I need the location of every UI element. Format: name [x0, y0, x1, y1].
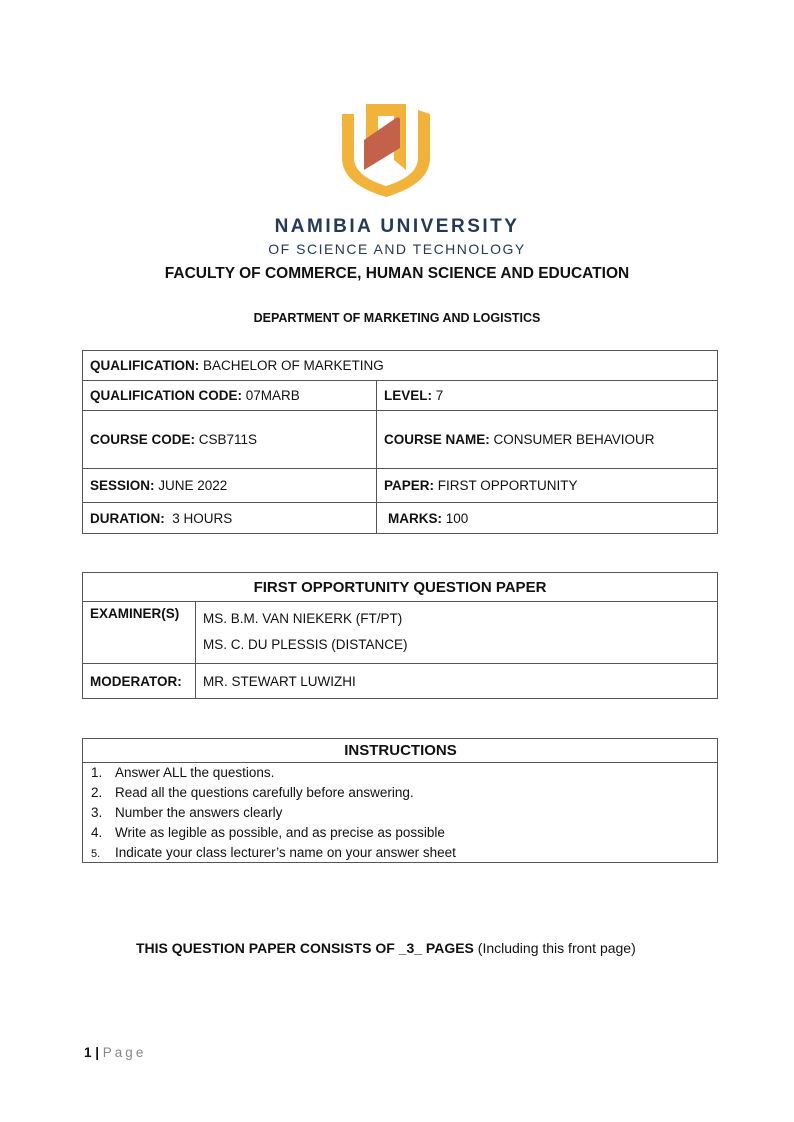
examiners-table-title: FIRST OPPORTUNITY QUESTION PAPER	[83, 573, 718, 602]
department-title: DEPARTMENT OF MARKETING AND LOGISTICS	[253, 311, 541, 325]
course-details-table	[82, 350, 718, 534]
instruction-item: 5. Indicate your class lecturer’s name on your answer sheet	[83, 843, 718, 863]
university-name: NAMIBIA UNIVERSITY	[274, 216, 520, 237]
instructions-title: INSTRUCTIONS	[83, 739, 718, 763]
level-cell: LEVEL: 7	[377, 381, 718, 411]
instruction-item: 4. Write as legible as possible, and as precise as possible	[83, 823, 718, 843]
faculty-title: FACULTY OF COMMERCE, HUMAN SCIENCE AND EDUCATION	[164, 265, 630, 282]
qualification-code-cell: QUALIFICATION CODE: 07MARB	[83, 381, 377, 411]
instruction-item: 3. Number the answers clearly	[83, 803, 718, 823]
session-cell: SESSION: JUNE 2022	[83, 469, 377, 503]
moderator-name: MR. STEWART LUWIZHI	[196, 664, 718, 699]
examiner-names: MS. B.M. VAN NIEKERK (FT/PT) MS. C. DU PLESSIS (DISTANCE)	[196, 602, 718, 664]
course-name-cell: COURSE NAME: CONSUMER BEHAVIOUR	[377, 411, 718, 469]
university-subtitle: OF SCIENCE AND TECHNOLOGY	[268, 241, 526, 257]
examiners-table	[82, 572, 718, 699]
examiner-label: EXAMINER(S)	[83, 602, 196, 664]
instructions-table	[82, 738, 718, 863]
university-logo	[338, 100, 434, 200]
page-count-note: THIS QUESTION PAPER CONSISTS OF _3_ PAGES (Including this front page)	[136, 940, 636, 956]
moderator-label: MODERATOR:	[83, 664, 196, 699]
instruction-item: 2. Read all the questions carefully before answering.	[83, 783, 718, 803]
marks-cell: MARKS: 100	[377, 503, 718, 534]
course-code-cell: COURSE CODE: CSB711S	[83, 411, 377, 469]
qualification-cell: QUALIFICATION: BACHELOR OF MARKETING	[83, 351, 718, 381]
paper-cell: PAPER: FIRST OPPORTUNITY	[377, 469, 718, 503]
instruction-item: 1. Answer ALL the questions.	[83, 763, 718, 783]
duration-cell: DURATION: 3 HOURS	[83, 503, 377, 534]
page-number: 1 | Page	[84, 1045, 147, 1060]
